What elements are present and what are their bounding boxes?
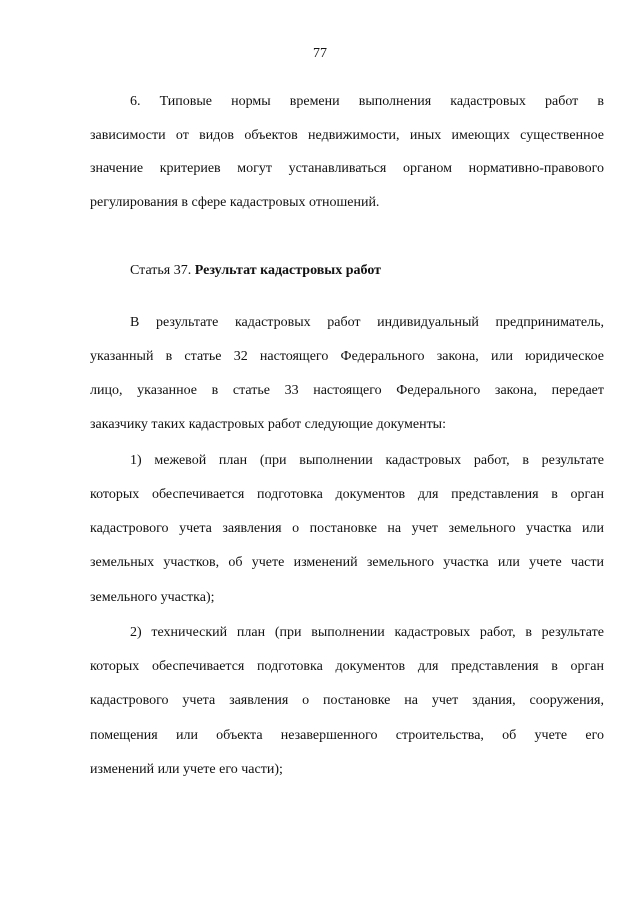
item-2-line-5: изменений или учете его части);: [90, 762, 283, 777]
item-2-line-2: которых обеспечивается подготовка документов для представления в орган: [90, 659, 604, 674]
item-2-line-4: помещения или объекта незавершенного строительства, об учете его: [90, 728, 604, 743]
intro-line-2: указанный в статье 32 настоящего Федерального закона, или юридическое: [90, 349, 604, 364]
paragraph-6-line-2: зависимости от видов объектов недвижимости, иных имеющих существенное: [90, 128, 604, 143]
paragraph-6-line-3: значение критериев могут устанавливаться органом нормативно-правового: [90, 161, 604, 176]
article-heading: [130, 262, 381, 280]
item-1-line-3: кадастрового учета заявления о постановке на учет земельного участка или: [90, 521, 604, 536]
article-number: Статья 37.: [130, 263, 195, 278]
paragraph-6-line-4: регулирования в сфере кадастровых отношений.: [90, 195, 380, 210]
intro-line-1: В результате кадастровых работ индивидуальный предприниматель,: [130, 315, 604, 330]
item-1-line-5: земельного участка);: [90, 590, 215, 605]
intro-line-4: заказчику таких кадастровых работ следующие документы:: [90, 417, 446, 432]
item-1-line-4: земельных участков, об учете изменений земельного участка или учете части: [90, 555, 604, 570]
item-2-line-1: 2) технический план (при выполнении кадастровых работ, в результате: [130, 625, 604, 640]
article-title: Результат кадастровых работ: [194, 263, 382, 278]
item-1-line-2: которых обеспечивается подготовка документов для представления в орган: [90, 487, 604, 502]
item-2-line-3: кадастрового учета заявления о постановке на учет здания, сооружения,: [90, 693, 604, 708]
intro-line-3: лицо, указанное в статье 33 настоящего Федерального закона, передает: [90, 383, 604, 398]
paragraph-6-line-1: 6. Типовые нормы времени выполнения кадастровых работ в: [130, 94, 604, 109]
item-1-line-1: 1) межевой план (при выполнении кадастровых работ, в результате: [130, 453, 604, 468]
page-number: 77: [313, 46, 327, 61]
